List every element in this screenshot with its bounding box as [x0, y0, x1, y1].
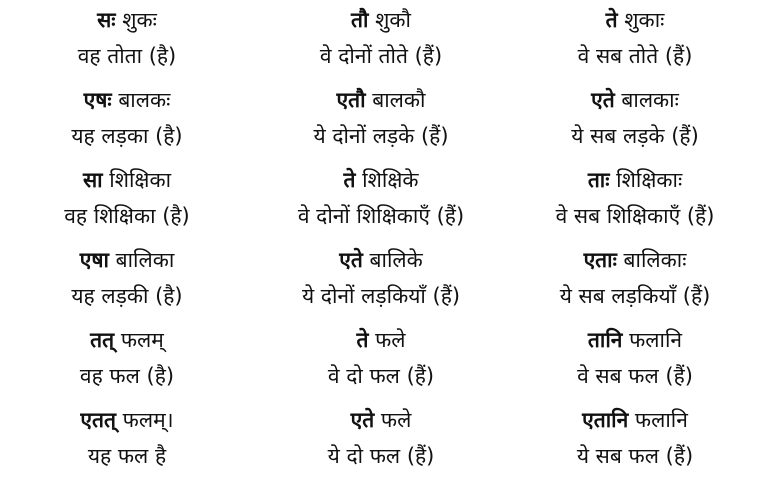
hindi-meaning: वे दोनों शिक्षिकाएँ (हैं)	[297, 204, 465, 228]
sanskrit-phrase	[584, 242, 687, 278]
table-cell-r2-c0	[0, 160, 254, 240]
table-cell-r2-c1	[254, 160, 508, 240]
pronoun-word: एते	[350, 408, 375, 432]
table-cell-r5-c1	[254, 400, 508, 480]
sanskrit-phrase	[84, 82, 171, 118]
sanskrit-phrase	[80, 402, 173, 438]
hindi-meaning: वह शिक्षिका (है)	[64, 204, 190, 228]
hindi-meaning: यह लड़का (है)	[71, 124, 183, 148]
sanskrit-phrase	[591, 82, 679, 118]
noun-word: फलानि	[629, 328, 683, 352]
hindi-meaning: ये सब लड़के (हैं)	[571, 124, 699, 148]
sanskrit-phrase	[351, 402, 412, 438]
hindi-meaning: वह फल (है)	[79, 364, 175, 388]
table-cell-r0-c2	[508, 0, 762, 80]
pronoun-word: सः	[97, 8, 116, 32]
sanskrit-phrase	[83, 162, 171, 198]
sanskrit-phrase	[588, 322, 682, 358]
sanskrit-phrase	[582, 402, 688, 438]
hindi-meaning: यह लड़की (है)	[71, 284, 183, 308]
pronoun-word: ते	[356, 328, 369, 352]
noun-word: शिक्षिके	[362, 168, 419, 192]
hindi-meaning: वे सब तोते (हैं)	[577, 44, 693, 68]
sanskrit-phrase	[356, 322, 405, 358]
hindi-meaning: ये दोनों लड़के (हैं)	[313, 124, 449, 148]
noun-word: बालिके	[369, 248, 423, 272]
table-cell-r4-c0	[0, 320, 254, 400]
hindi-meaning: वे दो फल (हैं)	[327, 364, 435, 388]
hindi-meaning: ये दोनों लड़कियाँ (हैं)	[301, 284, 461, 308]
table-cell-r5-c2	[508, 400, 762, 480]
sanskrit-phrase	[588, 162, 682, 198]
table-cell-r1-c2	[508, 80, 762, 160]
table-cell-r5-c0	[0, 400, 254, 480]
sanskrit-phrase	[606, 2, 665, 38]
noun-word: बालकाः	[621, 88, 679, 112]
noun-word: फले	[375, 328, 406, 352]
noun-word: फलानि	[634, 408, 688, 432]
noun-word: बालकः	[118, 88, 171, 112]
sanskrit-phrase	[90, 322, 164, 358]
pronoun-word: एषः	[83, 88, 112, 112]
pronoun-word: ते	[343, 168, 356, 192]
table-cell-r4-c2	[508, 320, 762, 400]
hindi-meaning: वे दोनों तोते (हैं)	[319, 44, 443, 68]
hindi-meaning: यह फल है	[87, 444, 167, 468]
table-cell-r0-c0	[0, 0, 254, 80]
table-cell-r1-c0	[0, 80, 254, 160]
noun-word: बालिकाः	[623, 248, 687, 272]
hindi-meaning: ये दो फल (हैं)	[327, 444, 435, 468]
noun-word: शिक्षिका	[109, 168, 172, 192]
pronoun-word: एते	[591, 88, 615, 112]
pronoun-word: सा	[82, 168, 103, 192]
sanskrit-phrase	[337, 82, 426, 118]
pronoun-word: एतत्	[80, 408, 116, 432]
sanskrit-phrase	[343, 162, 418, 198]
sanskrit-phrase	[351, 2, 411, 38]
hindi-meaning: वे सब शिक्षिकाएँ (हैं)	[555, 204, 715, 228]
hindi-meaning: वे सब फल (हैं)	[577, 364, 693, 388]
pronoun-word: ताः	[587, 168, 610, 192]
noun-word: फले	[380, 408, 412, 432]
table-cell-r0-c1	[254, 0, 508, 80]
pronoun-word: तौ	[351, 8, 369, 32]
table-cell-r4-c1	[254, 320, 508, 400]
table-cell-r2-c2	[508, 160, 762, 240]
sanskrit-phrase	[339, 242, 423, 278]
table-cell-r1-c1	[254, 80, 508, 160]
noun-word: शुकाः	[624, 8, 665, 32]
noun-word: शुकः	[122, 8, 157, 32]
hindi-meaning: ये सब लड़कियाँ (हैं)	[559, 284, 711, 308]
sanskrit-phrase	[97, 2, 157, 38]
noun-word: शिक्षिकाः	[616, 168, 683, 192]
pronoun-word: ते	[605, 8, 618, 32]
noun-word: फलम्।	[122, 408, 174, 432]
pronoun-word: तत्	[90, 328, 115, 352]
pronoun-word: एते	[339, 248, 363, 272]
table-cell-r3-c2	[508, 240, 762, 320]
hindi-meaning: ये सब फल (हैं)	[576, 444, 694, 468]
pronoun-word: एताः	[583, 248, 617, 272]
noun-word: बालिका	[115, 248, 175, 272]
sanskrit-phrase	[80, 242, 175, 278]
table-cell-r3-c0	[0, 240, 254, 320]
noun-word: बालकौ	[372, 88, 426, 112]
pronoun-word: एषा	[79, 248, 109, 272]
pronoun-word: एतानि	[582, 408, 629, 432]
hindi-meaning: वह तोता (है)	[77, 44, 177, 68]
noun-word: फलम्	[120, 328, 164, 352]
noun-word: शुकौ	[375, 8, 411, 32]
table-cell-r3-c1	[254, 240, 508, 320]
pronoun-word: एतौ	[336, 88, 366, 112]
pronoun-word: तानि	[587, 328, 623, 352]
